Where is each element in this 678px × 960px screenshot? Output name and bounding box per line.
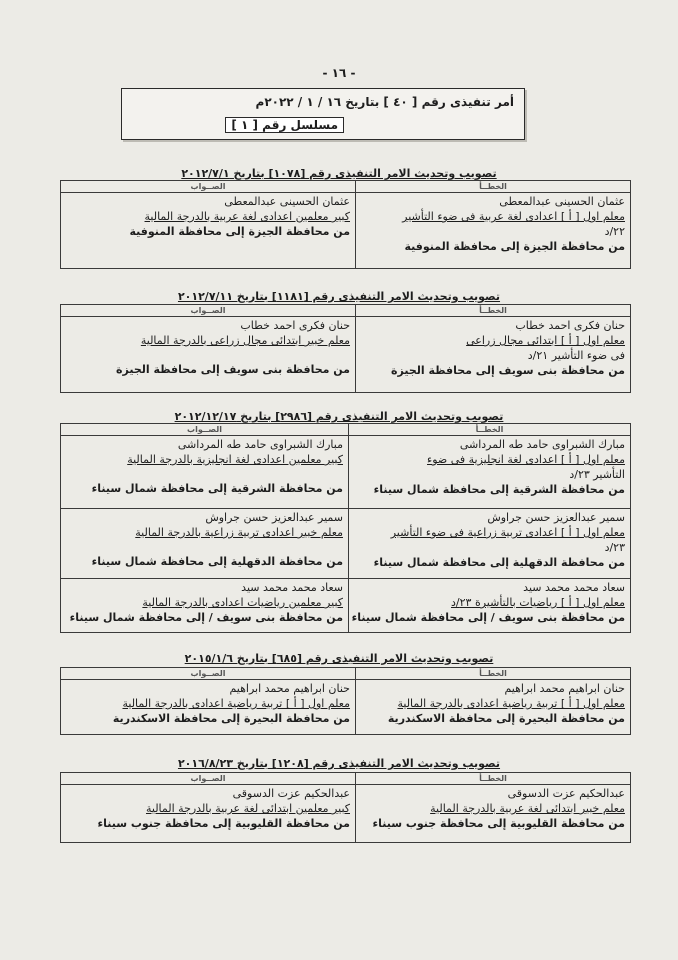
job-title: كبير معلمين ابتدائى لغة عربية بالدرجة المالية <box>145 802 350 815</box>
right-cell <box>61 680 356 735</box>
table-row <box>61 579 631 633</box>
job-title: معلم اول [ أ ] اعدادى لغة انجليزية فى ضوء <box>427 453 625 466</box>
wrong-cell <box>356 785 631 843</box>
grade-note: التأشير ٢٣/د <box>569 468 625 481</box>
column-header-wrong: الخطــأ <box>349 424 631 436</box>
column-header-right: الصــواب <box>61 305 356 317</box>
section-title: تصويب وتحديث الامر التنفيذى رقم [٦٨٥] بتاريخ ٢٠١٥/١/٦ <box>184 652 494 665</box>
employee-name: عبدالحكيم عزت الدسوقى <box>507 787 625 800</box>
grade-note: فى ضوء التأشير ٢١/د <box>527 349 625 362</box>
table-row <box>61 509 631 579</box>
employee-name: عثمان الحسينى عبدالمعطى <box>499 195 625 208</box>
wrong-cell <box>356 317 631 393</box>
section-title: تصويب وتحديث الامر التنفيذى رقم [١٢٠٨] بتاريخ ٢٠١٦/٨/٢٣ <box>177 757 501 770</box>
column-header-right: الصــواب <box>61 773 356 785</box>
table-row <box>61 436 631 509</box>
wrong-cell <box>356 193 631 269</box>
column-header-wrong: الخطــأ <box>356 773 631 785</box>
column-header-right: الصــواب <box>61 424 349 436</box>
correction-table <box>60 667 631 735</box>
table-row <box>61 317 631 393</box>
employee-name: عبدالحكيم عزت الدسوقى <box>232 787 350 800</box>
column-header-wrong: الخطــأ <box>356 668 631 680</box>
job-title: معلم خبير ابتدائى مجال زراعى بالدرجة المالية <box>140 334 350 347</box>
transfer-line: من محافظة الشرقية إلى محافظة شمال سيناء <box>91 482 343 495</box>
section-title: تصويب وتحديث الامر التنفيذى رقم [١٠٧٨] بتاريخ ٢٠١٢/٧/١ <box>181 167 497 180</box>
correction-table <box>60 304 631 393</box>
wrong-cell <box>349 436 631 509</box>
table-row <box>61 785 631 843</box>
employee-name: حنان ابراهيم محمد ابراهيم <box>229 682 350 695</box>
section-title: تصويب وتحديث الامر التنفيذى رقم [١١٨١] بتاريخ ٢٠١٢/٧/١١ <box>177 290 501 303</box>
serial-number-label: مسلسل رقم [ ١ ] <box>225 117 344 133</box>
order-header-title: أمر تنفيذى رقم [ ٤٠ ] بتاريخ ١٦ / ١ / ٢٠٢٢م <box>255 95 514 109</box>
transfer-line: من محافظة الشرقية إلى محافظة شمال سيناء <box>373 483 625 496</box>
right-cell <box>61 509 349 579</box>
employee-name: حنان فكرى احمد خطاب <box>240 319 350 332</box>
wrong-cell <box>356 680 631 735</box>
right-cell <box>61 317 356 393</box>
wrong-cell <box>349 579 631 633</box>
column-header-wrong: الخطــأ <box>356 181 631 193</box>
employee-name: عثمان الحسينى عبدالمعطى <box>224 195 350 208</box>
right-cell <box>61 579 349 633</box>
transfer-line: من محافظة بنى سويف / إلى محافظة شمال سيناء <box>69 611 343 624</box>
transfer-line: من محافظة الجيزة إلى محافظة المنوفية <box>404 240 625 253</box>
job-title: كبير معلمين اعدادى لغة انجليزية بالدرجة المالية <box>127 453 343 466</box>
transfer-line: من محافظة بنى سويف إلى محافظة الجيزة <box>391 364 625 377</box>
transfer-line: من محافظة الجيزة إلى محافظة المنوفية <box>129 225 350 238</box>
correction-table <box>60 423 631 633</box>
transfer-line: من محافظة بنى سويف إلى محافظة الجيزة <box>116 363 350 376</box>
employee-name: مبارك الشبراوى حامد طه المرداشى <box>177 438 343 451</box>
transfer-line: من محافظة الدقهلية إلى محافظة شمال سيناء <box>373 556 625 569</box>
grade-note: ٢٢/د <box>604 225 625 238</box>
right-cell <box>61 785 356 843</box>
column-header-right: الصــواب <box>61 668 356 680</box>
table-row <box>61 193 631 269</box>
employee-name: حنان ابراهيم محمد ابراهيم <box>504 682 625 695</box>
order-header-box <box>121 88 525 140</box>
job-title: معلم اول [ أ ] اعدادى تربية زراعية فى ضوء التأشير <box>390 526 625 539</box>
page-number: - ١٦ - <box>322 66 356 80</box>
job-title: معلم اول [ أ ] تربية رياضية اعدادى بالدرجة المالية <box>397 697 625 710</box>
job-title: معلم خبير اعدادى تربية زراعية بالدرجة المالية <box>135 526 343 539</box>
correction-table <box>60 772 631 843</box>
column-header-wrong: الخطــأ <box>356 305 631 317</box>
transfer-line: من محافظة بنى سويف / إلى محافظة شمال سيناء <box>351 611 625 624</box>
wrong-cell <box>349 509 631 579</box>
column-header-right: الصــواب <box>61 181 356 193</box>
grade-note: ٢٣/د <box>604 541 625 554</box>
transfer-line: من محافظة الدقهلية إلى محافظة شمال سيناء <box>91 555 343 568</box>
employee-name: مبارك الشبراوى حامد طه المرداشى <box>459 438 625 451</box>
employee-name: سعاد محمد محمد سيد <box>523 581 625 594</box>
section-title: تصويب وتحديث الامر التنفيذى رقم [٢٩٨٦] بتاريخ ٢٠١٢/١٢/١٧ <box>174 410 504 423</box>
correction-table <box>60 180 631 269</box>
transfer-line: من محافظة القليوبية إلى محافظة جنوب سيناء <box>97 817 350 830</box>
employee-name: حنان فكرى احمد خطاب <box>515 319 625 332</box>
transfer-line: من محافظة القليوبية إلى محافظة جنوب سيناء <box>372 817 625 830</box>
employee-name: سمير عبدالعزيز حسن جراوش <box>487 511 625 524</box>
job-title: معلم اول [ أ ] رياضيات بالتأشيرة ٢٣/د <box>451 596 625 609</box>
right-cell <box>61 193 356 269</box>
transfer-line: من محافظة البحيرة إلى محافظة الاسكندرية <box>112 712 350 725</box>
job-title: معلم اول [ أ ] تربية رياضية اعدادى بالدرجة المالية <box>122 697 350 710</box>
employee-name: سمير عبدالعزيز حسن جراوش <box>205 511 343 524</box>
job-title: معلم خبير ابتدائى لغة عربية بالدرجة المالية <box>430 802 625 815</box>
transfer-line: من محافظة البحيرة إلى محافظة الاسكندرية <box>387 712 625 725</box>
employee-name: سعاد محمد محمد سيد <box>241 581 343 594</box>
table-row <box>61 680 631 735</box>
job-title: معلم اول [ أ ] ابتدائى مجال زراعى <box>466 334 625 347</box>
right-cell <box>61 436 349 509</box>
job-title: معلم اول [ أ ] اعدادى لغة عربية فى ضوء التأشير <box>402 210 625 223</box>
job-title: كبير معلمين اعدادى لغة عربية بالدرجة المالية <box>144 210 350 223</box>
job-title: كبير معلمين رياضيات اعدادى بالدرجة المالية <box>142 596 343 609</box>
